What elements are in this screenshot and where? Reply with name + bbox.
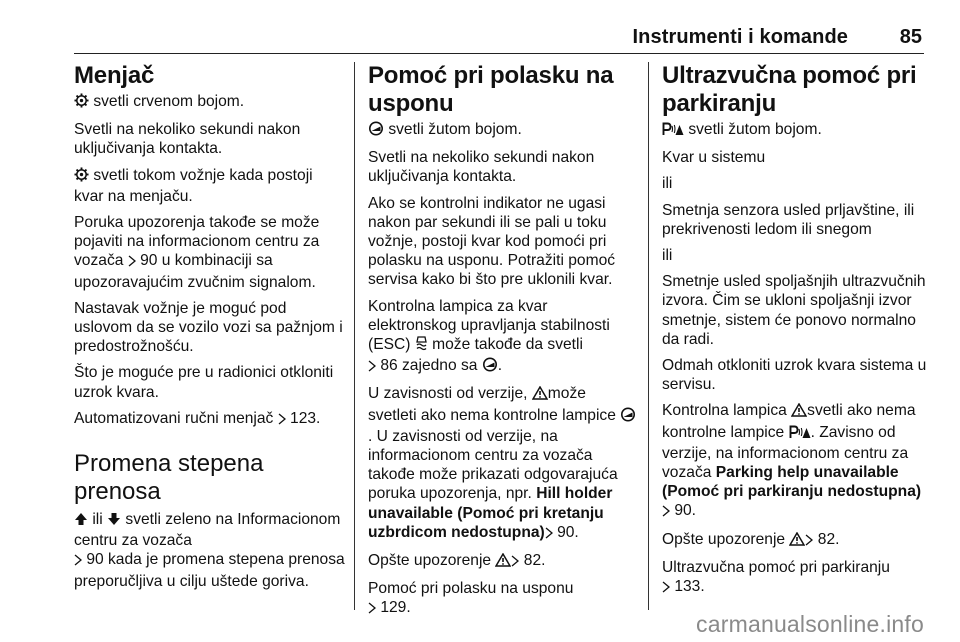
- watermark: carmanualsonline.info: [696, 611, 924, 637]
- hill-hold-icon: [620, 407, 636, 427]
- header-divider: [74, 53, 924, 54]
- paragraph: Svetli na nekoliko sekundi nakon uključivanja kontakta.: [368, 149, 595, 186]
- paragraph: svetli tokom vožnje kada postoji kvar na menjaču.: [74, 166, 313, 205]
- paragraph: Što je moguće pre u radionici otkloniti uzrok kvara.: [74, 364, 334, 401]
- paragraph: Odmah otkloniti uzrok kvara sistema u servisu.: [662, 357, 927, 394]
- paragraph: Automatizovani ručni menjač 123.: [74, 409, 346, 430]
- column-divider-1: [354, 62, 355, 610]
- paragraph: svetli žutom bojom.: [368, 120, 638, 141]
- column-parking-assist: [662, 62, 928, 605]
- paragraph: Kontrolna lampica svetli ako nema kontrolne lampice . Zavisno od verzije, na informacionom centru za vozača Parking help unavailable (Pomoć pri parkiranju nedostupna) 90.: [662, 401, 928, 522]
- paragraph: Pomoć pri polasku na usponu 129.: [368, 579, 638, 619]
- column-gearbox: [74, 62, 346, 598]
- gear-warning-icon: [74, 167, 89, 187]
- warning-triangle-icon: [495, 553, 511, 572]
- column-hill-start: [368, 62, 638, 627]
- parking-sensor-icon: [662, 122, 684, 141]
- paragraph: svetli žutom bojom.: [662, 120, 928, 141]
- paragraph: Poruka upozorenja takođe se može pojaviti na informacionom centru za vozača 90 u kombinaciji sa upozoravajućim zvučnim signalom.: [74, 214, 320, 291]
- page-number: 85: [899, 26, 922, 48]
- paragraph: Svetli na nekoliko sekundi nakon uključivanja kontakta.: [74, 121, 301, 158]
- paragraph: U zavisnosti od verzije, može svetleti ako nema kontrolne lampice . U zavisnosti od verzije, na informacionom centru za vozača takođe može prikazati odgovarajuća poruka upozorenja, npr. Hill holder unavailable (Pomoć pri kretanju uzbrdicom nedostupna) 90.: [368, 384, 638, 544]
- paragraph: Ultrazvučna pomoć pri parkiranju 133.: [662, 558, 928, 598]
- page-reference-arrow-icon[interactable]: [545, 525, 553, 544]
- warning-triangle-icon: [791, 403, 807, 422]
- page-reference-arrow-icon[interactable]: [368, 600, 376, 619]
- page-reference-arrow-icon[interactable]: [128, 253, 136, 272]
- esc-icon: [415, 336, 428, 356]
- section-heading-parking-assist: Ultrazvučna pomoć pri parkiranju: [662, 62, 917, 117]
- paragraph: Smetnja senzora usled prljavštine, ili prekrivenosti ledom ili snegom: [662, 201, 915, 238]
- column-divider-2: [648, 62, 649, 610]
- paragraph: Nastavak vožnje je moguć pod uslovom da se vozilo vozi sa pažnjom i predostrožnošću.: [74, 299, 343, 356]
- gear-warning-icon: [74, 93, 89, 113]
- paragraph: Opšte upozorenje 82.: [662, 530, 928, 551]
- page-reference-arrow-icon[interactable]: [74, 552, 82, 571]
- paragraph: ili: [662, 175, 673, 193]
- warning-triangle-icon: [789, 532, 805, 551]
- page-reference-arrow-icon[interactable]: [278, 411, 286, 430]
- shift-down-icon: [107, 512, 121, 531]
- paragraph: ili svetli zeleno na Informacionom centru za vozača 90 kada je promena stepena prenosa preporučljiva u cilju uštede goriva.: [74, 511, 345, 590]
- warning-triangle-icon: [532, 386, 548, 405]
- paragraph: Ako se kontrolni indikator ne ugasi nakon par sekundi ili se pali u toku vožnje, postoji kvar kod pomoći pri polasku na usponu. Potražiti pomoć servisa kako bi što pre uklonili kvar.: [368, 194, 616, 289]
- parking-sensor-icon: [789, 425, 811, 444]
- paragraph: Kvar u sistemu: [662, 149, 766, 167]
- hill-hold-icon: [482, 357, 498, 377]
- chapter-title: Instrumenti i komande: [632, 26, 848, 48]
- page-header: [0, 0, 960, 56]
- paragraph: Opšte upozorenje 82.: [368, 551, 638, 572]
- page-reference-arrow-icon[interactable]: [662, 503, 670, 522]
- display-message: Hill holder unavailable (Pomoć pri kretanju uzbrdicom nedostupna): [368, 485, 613, 541]
- shift-up-icon: [74, 512, 88, 531]
- section-heading-hill-start: Pomoć pri polasku na usponu: [368, 62, 614, 117]
- paragraph: Kontrolna lampica za kvar elektronskog upravljanja stabilnosti (ESC) može takođe da svetli 86 zajedno sa .: [368, 297, 638, 378]
- section-heading-gearbox: Menjač: [74, 62, 155, 89]
- paragraph: Smetnje usled spoljašnjih ultrazvučnih izvora. Čim se ukloni spoljašnji izvor smetnje, sistem će ponovo normalno da radi.: [662, 273, 926, 348]
- page-reference-arrow-icon[interactable]: [368, 358, 376, 377]
- page-reference-arrow-icon[interactable]: [662, 579, 670, 598]
- section-heading-gear-shift: Promena stepena prenosa: [74, 450, 264, 506]
- paragraph: svetli crvenom bojom.: [74, 92, 346, 113]
- paragraph: ili: [662, 247, 673, 265]
- hill-hold-icon: [368, 121, 384, 141]
- display-message: Parking help unavailable (Pomoć pri parkiranju nedostupna): [662, 464, 922, 501]
